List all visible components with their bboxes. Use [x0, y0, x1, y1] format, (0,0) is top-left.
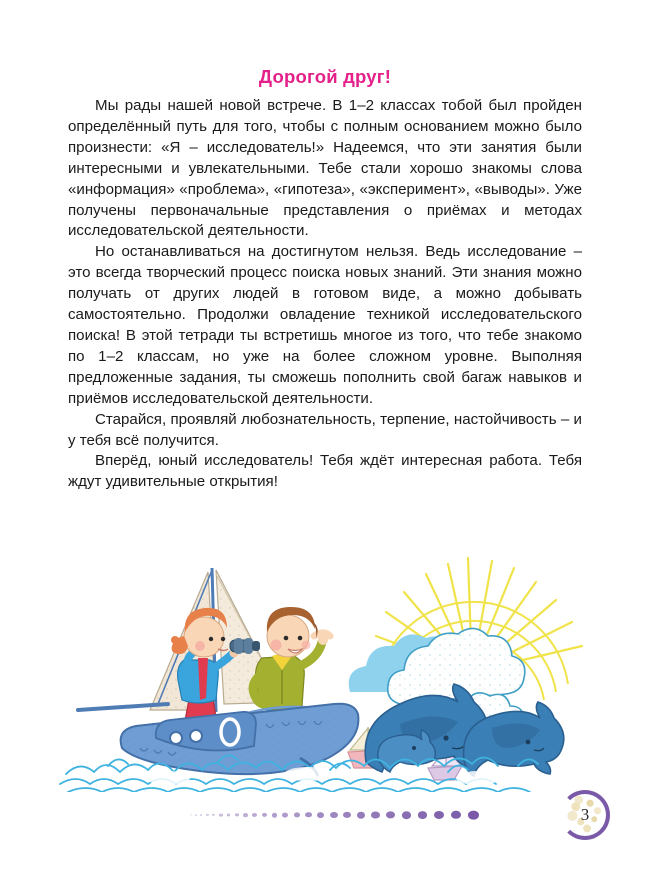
- dot: [282, 813, 288, 818]
- dot: [206, 814, 209, 816]
- dot: [451, 811, 461, 819]
- dot: [330, 812, 337, 818]
- dot: [386, 811, 395, 818]
- dot: [317, 812, 324, 818]
- dot: [200, 814, 202, 816]
- dot: [294, 812, 300, 817]
- sailboat-icon: [121, 704, 359, 776]
- dot: [243, 813, 247, 817]
- dot: [190, 814, 192, 815]
- paragraph: Вперёд, юный исследователь! Тебя ждёт интересная работа. Тебя ждут удивительные открытия!: [68, 452, 582, 491]
- dot: [371, 812, 379, 819]
- article-body: [68, 96, 582, 493]
- dot-trail-decoration: [190, 795, 575, 835]
- illustration: [48, 552, 618, 792]
- dot: [227, 813, 231, 816]
- dot: [434, 811, 444, 819]
- paragraph: Старайся, проявляй любознательность, терпение, настойчивость – и у тебя всё получится.: [68, 410, 582, 449]
- dot: [468, 811, 479, 820]
- dot: [262, 813, 267, 817]
- dot: [418, 811, 428, 819]
- page-number: 3: [580, 805, 590, 824]
- paragraph: Мы рады нашей новой встрече. В 1–2 классах тобой был пройден определённый путь для того, чтобы с полным основанием можно было произнести: «Я – исследователь!» Надеемся, что эти занятия были интересными и увлекательными. Тебе стали хорошо знакомы слова «информация» «проблема», «гипотеза», «эксперимент», «выводы». Уже получены первоначальные представления о приёмах и методах исследовательской деятельности.: [68, 97, 582, 240]
- dot: [219, 814, 222, 817]
- dot: [195, 814, 197, 816]
- paragraph: Но останавливаться на достигнутом нельзя. Ведь исследование – это всегда творческий процесс поиска новых знаний. Эти знания можно получать от других людей в готовом виде, а можно добывать самостоятельно. Продолжи овладение техникой исследовательского поиска! В этой тетради ты встретишь многое из того, что тебе знакомо по 1–2 классам, но уже на более сложном уровне. Выполняя предложенные задания, ты сможешь пополнить свой багаж навыков и приёмов исследовательской деятельности.: [68, 243, 582, 407]
- page-number-badge: [560, 790, 610, 840]
- dot: [357, 812, 365, 819]
- dot: [252, 813, 257, 817]
- page-footer: [0, 795, 650, 855]
- dot: [235, 813, 239, 816]
- dot: [343, 812, 351, 818]
- dot: [305, 812, 312, 817]
- page-title: Дорогой друг!: [258, 66, 392, 87]
- dot: [402, 811, 411, 819]
- dot: [272, 813, 278, 818]
- dot: [212, 814, 215, 816]
